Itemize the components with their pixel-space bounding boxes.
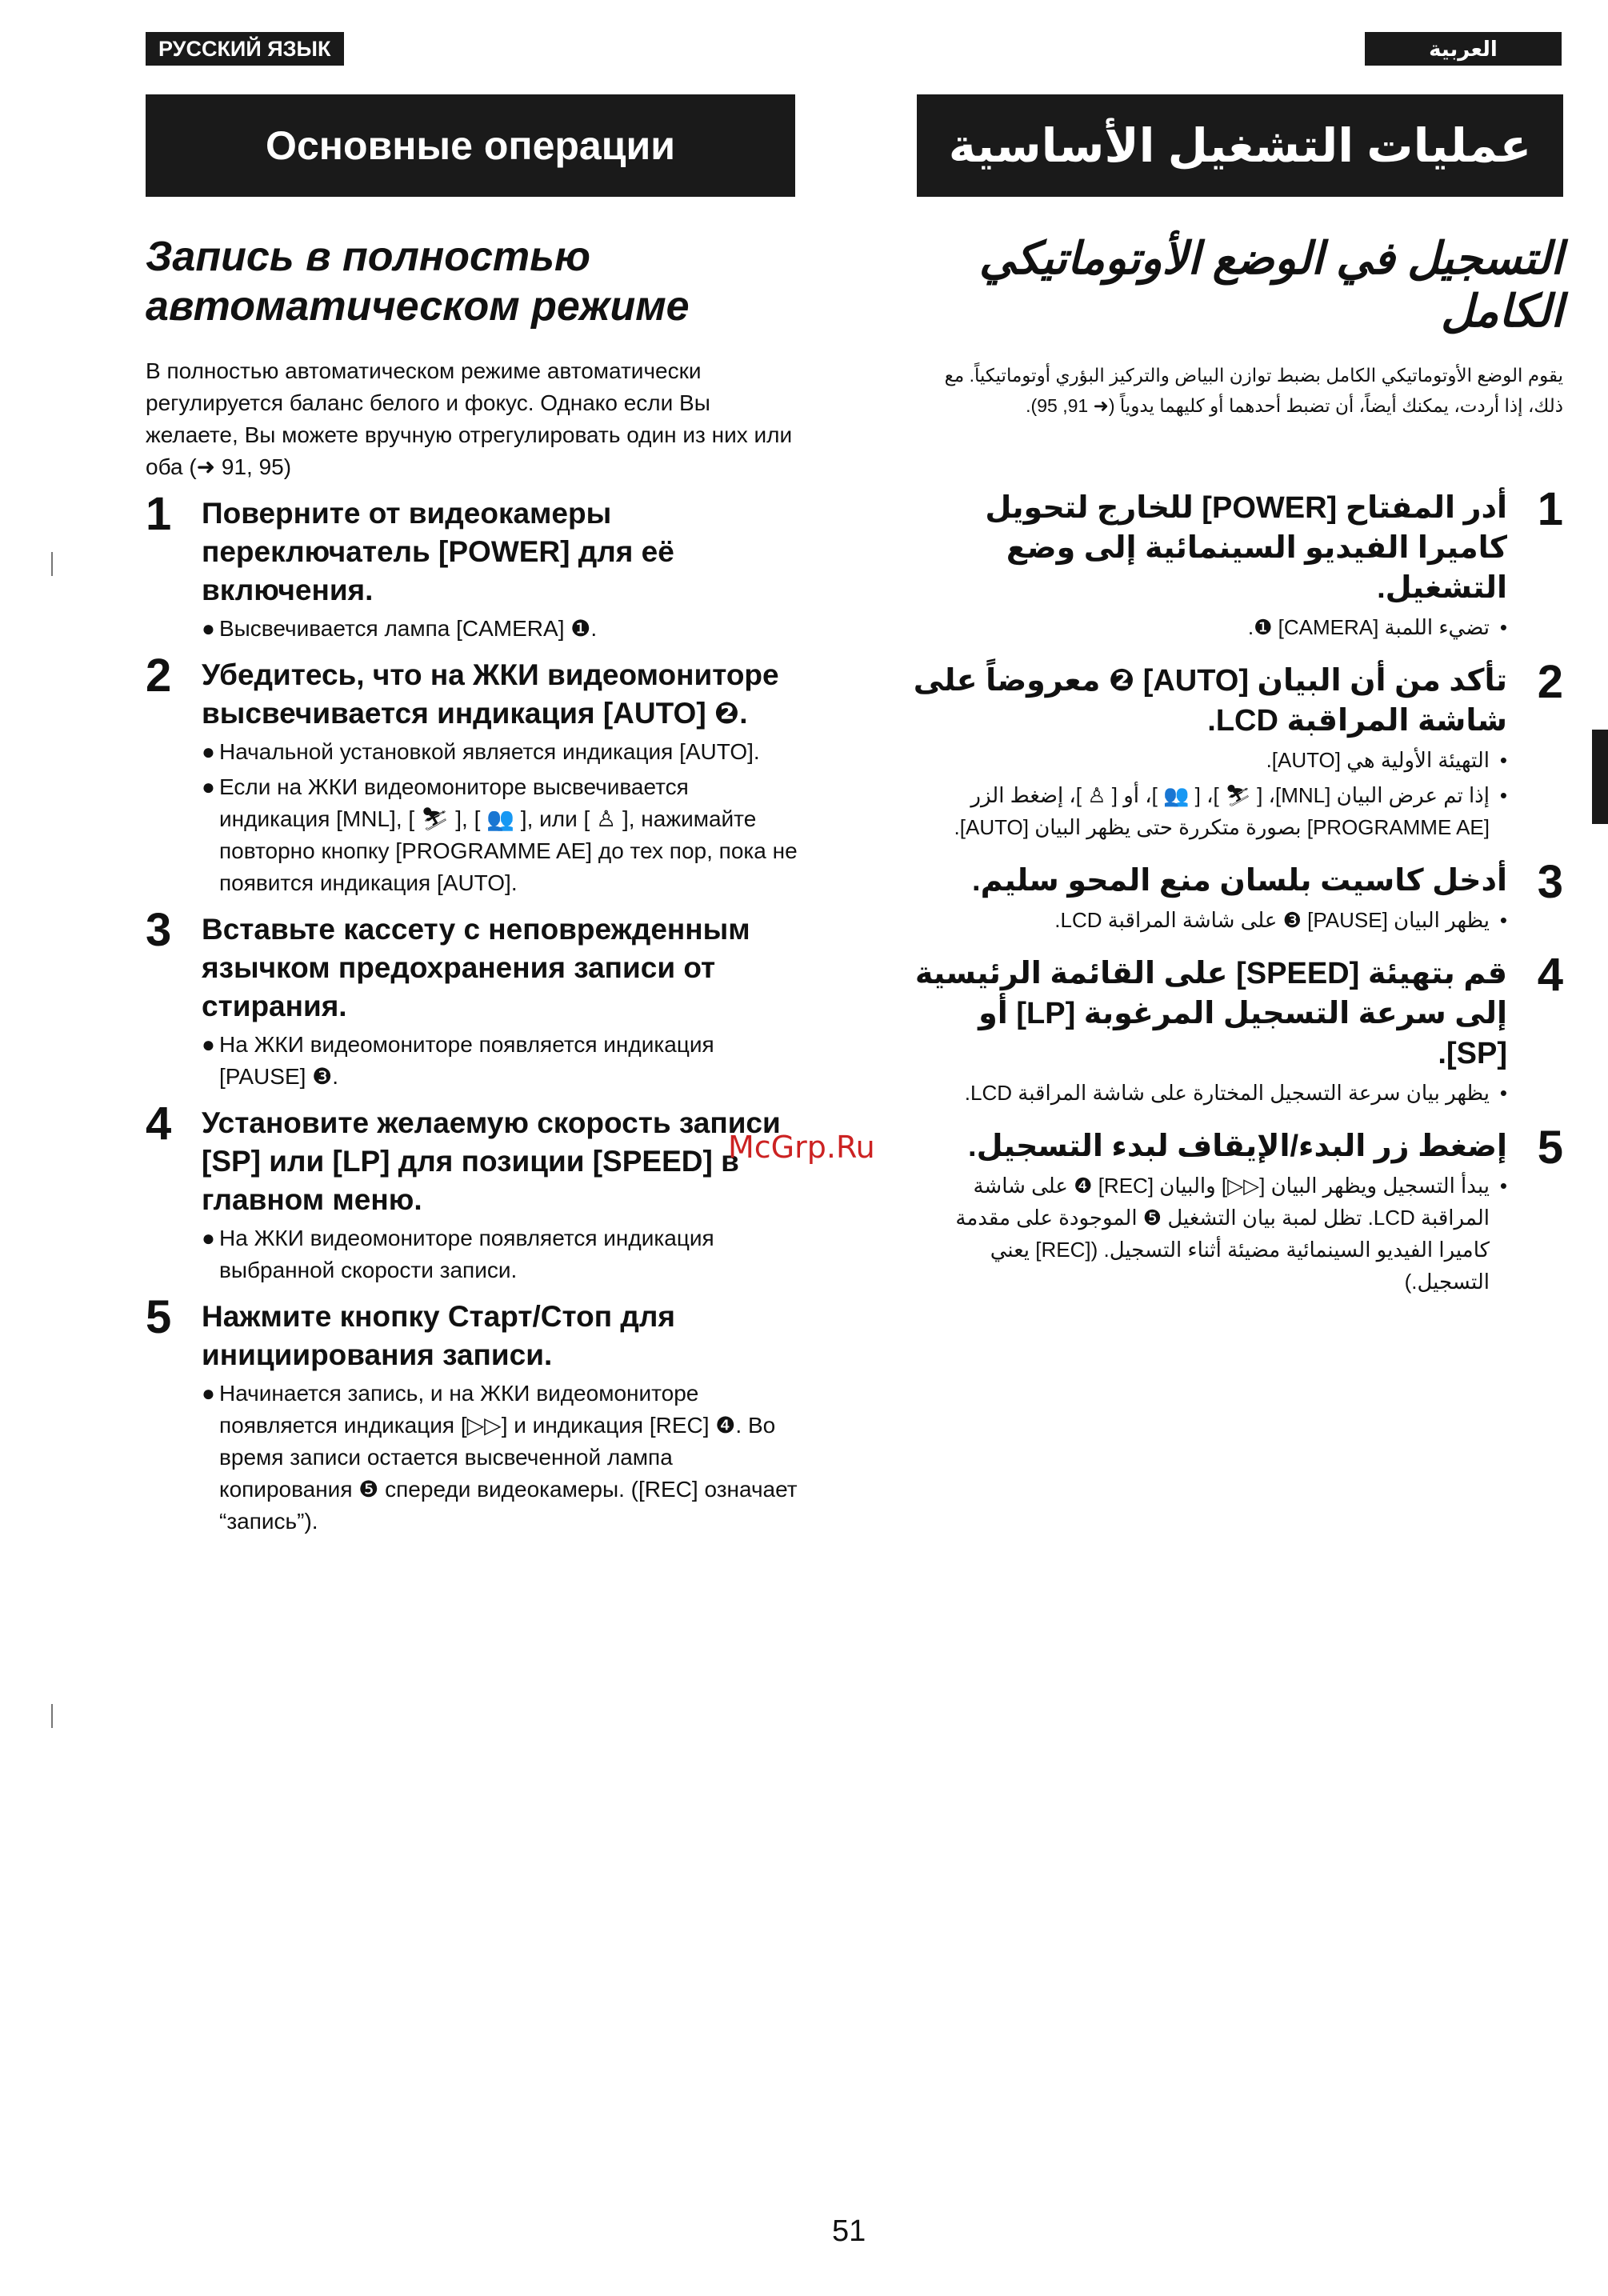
step-title: Вставьте кассету с неповрежденным язычком предохранения записи от стирания.: [202, 913, 750, 1022]
watermark: McGrp.Ru: [728, 1130, 875, 1165]
bullet-icon: •: [1499, 748, 1507, 772]
step-number: 1: [1537, 483, 1563, 535]
intro-paragraph-arabic: يقوم الوضع الأوتوماتيكي الكامل بضبط توازن البياض والتركيز البؤري أوتوماتيكياً. مع ذلك، إذا أردت، يمكنك أيضاً، أن تضبط أحدهما أو كليهما يدوياً (➜ 91, 95).: [944, 365, 1563, 416]
step-note: ● Начинается запись, и на ЖКИ видеомониторе появляется индикация [▷▷] и индикация [REC] ❹. Во время записи остается высвеченной лампа копирования ❺ спереди видеокамеры. ([REC] означает “запись”).: [202, 1378, 803, 1538]
step-note: ● Если на ЖКИ видеомониторе высвечивается индикация [MNL], [ ⛷ ], [ 👥 ], или [ ♙ ], нажимайте повторно кнопку [PROGRAMME AE] до тех пор, пока не появится индикация [AUTO].: [202, 771, 803, 899]
steps-list-arabic: [912, 483, 1563, 1298]
page-title: Запись в полностью автоматическом режиме: [146, 234, 690, 330]
bullet-icon: •: [1499, 1081, 1507, 1105]
step-title: قم بتهيئة [SPEED] على القائمة الرئيسية إلى سرعة التسجيل المرغوبة [LP] أو [SP].: [914, 957, 1507, 1070]
bullet-icon: ●: [202, 1381, 215, 1406]
russian-column: [146, 232, 803, 1538]
margin-mark: [51, 552, 53, 576]
step-note: ● На ЖКИ видеомониторе появляется индикация [PAUSE] ❸.: [202, 1029, 803, 1093]
intro-paragraph: В полностью автоматическом режиме автоматически регулируется баланс белого и фокус. Однако если Вы желаете, Вы можете вручную отрегулировать один из них или оба (➜ 91, 95): [146, 358, 793, 479]
step-number: 2: [146, 650, 172, 702]
bullet-icon: •: [1499, 908, 1507, 932]
step-title: أدخل كاسيت بلسان منع المحو سليم.: [972, 864, 1507, 898]
step-number: 5: [146, 1291, 172, 1343]
step-note: • يظهر بيان سرعة التسجيل المختارة على شاشة المراقبة LCD.: [912, 1077, 1507, 1109]
step-note: • يبدأ التسجيل ويظهر البيان [▷▷] والبيان [REC] ❹ على شاشة المراقبة LCD. تظل لمبة بيان التشغيل ❺ الموجودة على مقدمة كاميرا الفيديو السينمائية مضيئة أثناء التسجيل. ([REC] يعني التسجيل.): [912, 1170, 1507, 1298]
step-number: 4: [146, 1098, 172, 1150]
page-number: 51: [832, 2214, 866, 2248]
step-4-arabic: [912, 949, 1563, 1109]
step-number: 5: [1537, 1122, 1563, 1174]
margin-mark: [51, 1704, 53, 1728]
step-3-arabic: [912, 856, 1563, 936]
step-title: Нажмите кнопку Старт/Стоп для инициирования записи.: [202, 1300, 675, 1371]
step-note: • إذا تم عرض البيان [MNL]، [ ⛷ ]، [ 👥 ]، أو [ ♙ ]، إضغط الزر [PROGRAMME AE] بصورة متكررة حتى يظهر البيان [AUTO].: [912, 779, 1507, 843]
bullet-icon: ●: [202, 1226, 215, 1250]
step-number: 3: [1537, 856, 1563, 908]
bullet-icon: ●: [202, 739, 215, 764]
step-note: • التهيئة الأولية هي [AUTO].: [912, 744, 1507, 776]
step-1: [146, 488, 803, 645]
step-number: 1: [146, 488, 172, 540]
step-number: 4: [1537, 949, 1563, 1001]
step-title: Поверните от видеокамеры переключатель [POWER] для её включения.: [202, 497, 674, 606]
step-5-arabic: [912, 1122, 1563, 1298]
step-note: ● На ЖКИ видеомониторе появляется индикация выбранной скорости записи.: [202, 1222, 803, 1286]
bullet-icon: ●: [202, 1032, 215, 1057]
step-title: إضغط زر البدء/الإيقاف لبدء التسجيل.: [968, 1130, 1507, 1163]
steps-list: [146, 488, 803, 1538]
step-1-arabic: [912, 483, 1563, 643]
step-note: • يظهر البيان [PAUSE] ❸ على شاشة المراقبة LCD.: [912, 904, 1507, 936]
step-title: أدر المفتاح [POWER] للخارج لتحويل كاميرا الفيديو السينمائية إلى وضع التشغيل.: [985, 491, 1507, 605]
section-banner-russian: Основные операции: [146, 94, 795, 197]
step-number: 3: [146, 904, 172, 956]
step-note: • تضيء اللمبة [CAMERA] ❶.: [912, 611, 1507, 643]
section-banner-arabic: عمليات التشغيل الأساسية: [917, 94, 1563, 197]
step-title: Убедитесь, что на ЖКИ видеомониторе высвечивается индикация [AUTO] ❷.: [202, 658, 779, 730]
language-tab-russian: РУССКИЙ ЯЗЫК: [146, 32, 344, 66]
step-5: [146, 1291, 803, 1538]
bullet-icon: ●: [202, 774, 215, 799]
step-title: تأكد من أن البيان [AUTO] ❷ معروضاً على شاشة المراقبة LCD.: [913, 664, 1507, 738]
step-number: 2: [1537, 656, 1563, 708]
step-4: [146, 1098, 803, 1286]
bullet-icon: •: [1499, 783, 1507, 807]
bullet-icon: •: [1499, 615, 1507, 639]
step-title: Установите желаемую скорость записи [SP] или [LP] для позиции [SPEED] в главном меню.: [202, 1106, 781, 1216]
step-3: [146, 904, 803, 1093]
step-note: ● Начальной установкой является индикация [AUTO].: [202, 736, 803, 768]
side-tab-marker: [1592, 730, 1608, 824]
page-title-arabic: التسجيل في الوضع الأوتوماتيكي الكامل: [978, 233, 1563, 336]
language-tab-arabic: العربية: [1365, 32, 1562, 66]
arabic-column: [912, 232, 1563, 1298]
step-2-arabic: [912, 656, 1563, 843]
bullet-icon: •: [1499, 1174, 1507, 1198]
step-note: ● Высвечивается лампа [CAMERA] ❶.: [202, 613, 803, 645]
step-2: [146, 650, 803, 899]
bullet-icon: ●: [202, 616, 215, 641]
